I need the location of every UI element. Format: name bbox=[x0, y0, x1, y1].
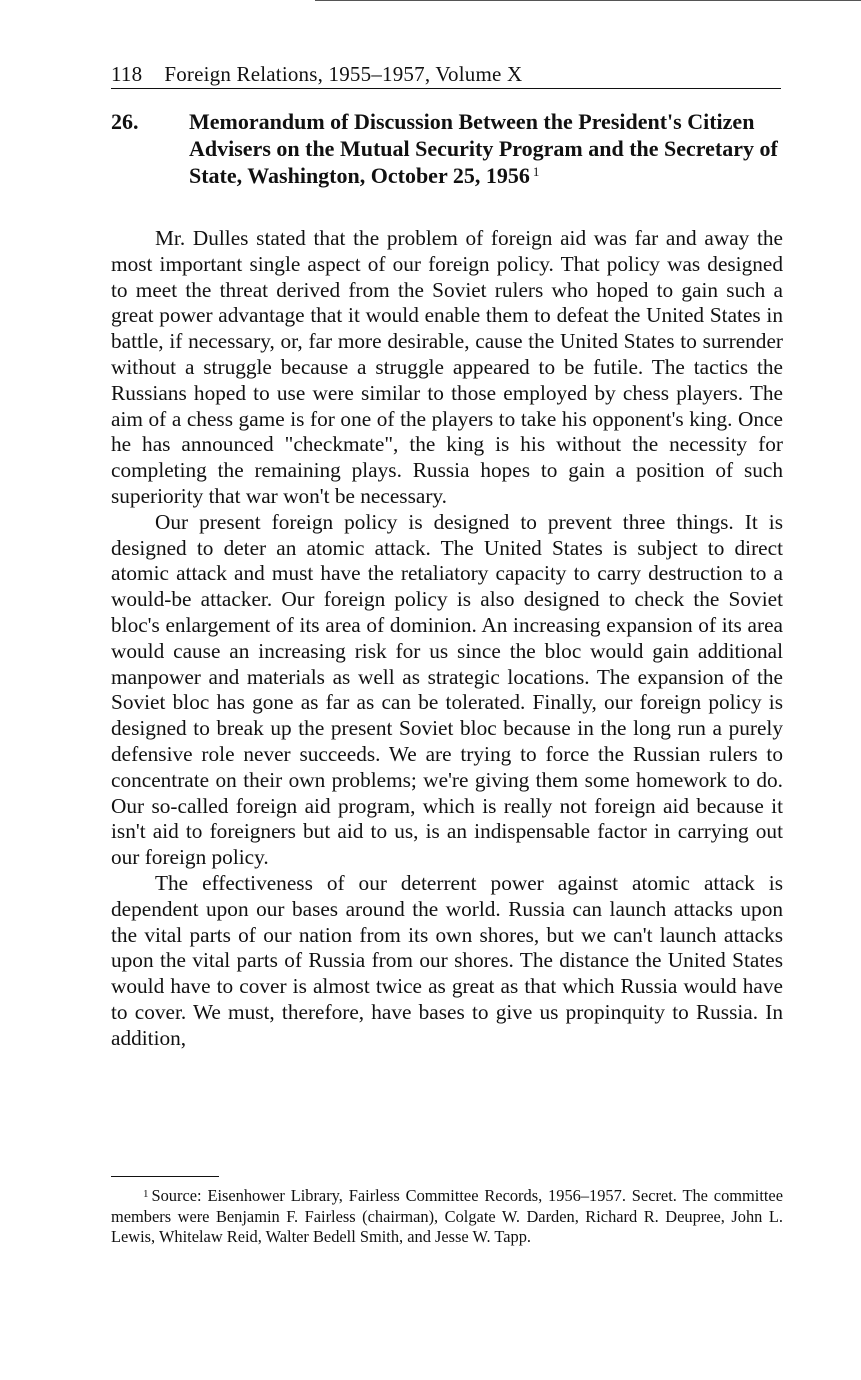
running-head bbox=[111, 60, 781, 89]
paragraph: Our present foreign policy is designed to prevent three things. It is designed to deter an atomic attack. The United States is subject to direct atomic attack and must have the retaliatory capacity to carry destruction to a would-be attacker. Our foreign policy is also designed to check the Soviet bloc's enlargement of its area of dominion. An increasing expansion of its area would cause an increasing risk for us since the bloc would gain additional manpower and materials as well as strategic locations. The expansion of the Soviet bloc has gone as far as can be tolerated. Finally, our foreign policy is designed to break up the present Soviet bloc because in the long run a purely defensive role never succeeds. We are trying to force the Russian rulers to concentrate on their own problems; we're giving them some homework to do. Our so-called foreign aid program, which is really not foreign aid because it isn't aid to foreigners but aid to us, is an indispensable factor in carrying out our foreign policy. bbox=[111, 509, 783, 870]
footnote-text: Source: Eisenhower Library, Fairless Committee Records, 1956–1957. Secret. The committee members were Benjamin F. Fairless (chairman), Colgate W. Darden, Richard R. Deupree, John L. Lewis, Whitelaw Reid, Walter Bedell Smith, and Jesse W. Tapp. bbox=[111, 1186, 783, 1246]
document-title: Memorandum of Discussion Between the President's Citizen Advisers on the Mutual Security Program and the Secretary of State, Washington, October 25, 1956 bbox=[189, 109, 778, 188]
document-title-block bbox=[189, 108, 791, 189]
page-number: 118 bbox=[111, 62, 143, 86]
footnote-rule bbox=[111, 1176, 219, 1177]
series-title: Foreign Relations, 1955–1957, Volume X bbox=[164, 62, 523, 86]
paragraph: The effectiveness of our deterrent power against atomic attack is dependent upon our bases around the world. Russia can launch attacks upon the vital parts of our nation from its own shores, but we can't launch attacks upon the vital parts of Russia from our shores. The distance the United States would have to cover is almost twice as great as that which Russia would have to cover. We must, therefore, have bases to give us propinquity to Russia. In addition, bbox=[111, 870, 783, 1050]
document-number: 26. bbox=[111, 109, 139, 134]
title-footnote-ref: 1 bbox=[532, 164, 540, 179]
footnote bbox=[111, 1186, 783, 1248]
body-text bbox=[111, 226, 783, 1052]
top-edge-rule bbox=[315, 0, 861, 1]
footnote-marker: 1 bbox=[143, 1188, 149, 1200]
paragraph: Mr. Dulles stated that the problem of foreign aid was far and away the most important single aspect of our foreign policy. That policy was designed to meet the threat derived from the Soviet rulers who hoped to gain such a great power advantage that it would enable them to defeat the United States in battle, if necessary, or, far more desirable, cause the United States to surrender without a struggle because a struggle appeared to be futile. The tactics the Russians hoped to use were similar to those employed by chess players. The aim of a chess game is for one of the players to take his opponent's king. Once he has announced "checkmate", the king is his without the necessity for completing the remaining plays. Russia hopes to gain a position of such superiority that war won't be necessary. bbox=[111, 226, 783, 508]
